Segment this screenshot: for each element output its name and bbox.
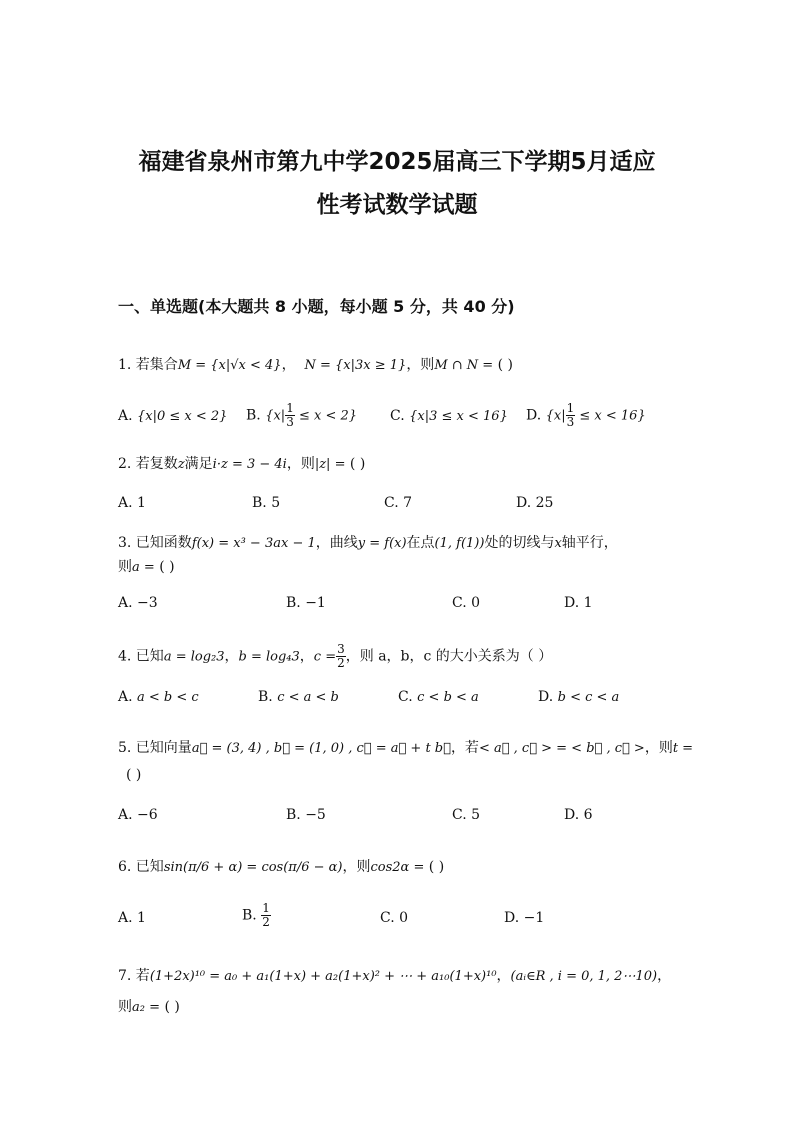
q4-var-c: c = — [313, 649, 337, 665]
option-label: C. — [398, 689, 413, 705]
q6-option-d: D. −1 — [504, 910, 545, 926]
q5-angle-eq: < a⃗ , c⃗ > = < b⃗ , c⃗ > — [478, 741, 645, 756]
q1-paren: ( ) — [493, 357, 514, 373]
q2-stem-b: 满足 — [184, 456, 213, 472]
q2-equation: i·z = 3 − 4i — [212, 457, 287, 472]
q7-condition: (aᵢ∈R , i = 0, 1, 2⋯10) — [510, 969, 658, 984]
numerator: 1 — [262, 901, 270, 915]
fraction — [566, 402, 576, 429]
q2-option-c: C. 7 — [384, 495, 413, 511]
numerator: 1 — [286, 401, 294, 415]
q4-var-b: b = log₄3 — [238, 649, 300, 665]
fraction — [261, 902, 271, 929]
question-6 — [118, 856, 444, 876]
q7-stem-c: ， — [657, 968, 672, 984]
section-heading: 一、单选题(本大题共 8 小题，每小题 5 分，共 40 分) — [118, 297, 515, 316]
option-label: D. — [538, 689, 554, 705]
denominator: 3 — [286, 415, 294, 429]
q4-option-b — [258, 689, 339, 705]
q4-stem: 4. 已知 — [118, 648, 164, 665]
q2-option-a: A. 1 — [118, 495, 146, 511]
q3-point: (1, f(1)) — [434, 536, 485, 551]
q1-stem-b: ，则 — [406, 357, 435, 373]
option-label: A. — [118, 408, 133, 424]
q4-stem-b: ，则 a，b，c 的大小关系为（ ） — [345, 648, 553, 665]
q6-stem: 6. 已知 — [118, 859, 164, 875]
q4-var-a: a = log₂3 — [163, 649, 225, 665]
option-math: {x| — [545, 408, 566, 424]
q1-option-b — [246, 402, 357, 429]
q5-query: t = — [672, 741, 694, 756]
numerator: 3 — [337, 642, 345, 656]
q7-expansion: (1+2x)¹⁰ = a₀ + a₁(1+x) + a₂(1+x)² + ⋯ + a₁₀(1+x)¹⁰ — [149, 969, 497, 984]
q4-sep: ， — [224, 648, 239, 665]
q3-stem-c: 在点 — [406, 535, 435, 551]
question-2 — [118, 453, 365, 473]
option-label: C. — [390, 408, 405, 424]
q1-stem: 1. 若集合 — [118, 357, 178, 373]
q1-option-c — [390, 408, 508, 424]
q5-stem-b: ，若 — [450, 740, 479, 756]
question-3 — [118, 532, 618, 552]
q6-query: cos2α = — [370, 860, 425, 875]
q3-option-a: A. −3 — [118, 595, 158, 611]
q3-option-d: D. 1 — [564, 595, 593, 611]
q1-set-n: N = {x|3x ≥ 1} — [304, 358, 407, 373]
option-math: {x|0 ≤ x < 2} — [137, 409, 228, 424]
q2-option-d: D. 25 — [516, 495, 554, 511]
question-7-line2 — [118, 996, 180, 1016]
q7-stem-b: ， — [496, 968, 511, 984]
q3-stem-d: 处的切线与 — [484, 535, 555, 551]
q2-var-z: z — [177, 457, 185, 472]
numerator: 1 — [566, 401, 575, 415]
denominator: 3 — [566, 415, 575, 429]
q3-axis: x — [554, 536, 562, 551]
q2-query: |z| = — [314, 457, 346, 472]
q3-curve: y = f(x) — [357, 536, 407, 551]
q7-stem: 7. 若 — [118, 968, 150, 984]
q3-stem-b: ，曲线 — [315, 535, 358, 551]
question-5-line2: ( ) — [126, 767, 142, 783]
q5-stem-c: ，则 — [644, 740, 673, 756]
option-math: ≤ x < 2} — [294, 408, 358, 424]
q6-equation: sin(π/6 + α) = cos(π/6 − α) — [163, 860, 343, 875]
q3-query: a = — [132, 560, 155, 575]
q5-vectors: a⃗ = (3, 4) , b⃗ = (1, 0) , c⃗ = a⃗ + t b⃗ — [191, 741, 451, 756]
doc-title-line1: 福建省泉州市第九中学2025届高三下学期5月适应 — [138, 149, 656, 175]
question-7 — [118, 965, 671, 985]
q4-option-c — [398, 689, 479, 705]
option-math: ≤ x < 16} — [575, 408, 646, 424]
question-5 — [118, 737, 693, 757]
option-label: B. — [242, 907, 257, 924]
q7-stem-d: 则 — [118, 999, 132, 1015]
q4-option-a — [118, 689, 199, 705]
q2-stem: 2. 若复数 — [118, 456, 178, 472]
doc-title-line2: 性考试数学试题 — [316, 192, 478, 218]
q3-stem-e: 轴平行， — [561, 535, 618, 551]
q3-option-c: C. 0 — [452, 595, 481, 611]
q3-function: f(x) = x³ − 3ax − 1 — [191, 536, 316, 551]
q1-set-m: M = {x|√x < 4} — [177, 358, 282, 373]
q7-query: a₂ = — [132, 1000, 160, 1015]
q3-stem-f: 则 — [118, 559, 132, 575]
q5-option-d: D. 6 — [564, 807, 593, 823]
denominator: 2 — [337, 656, 345, 670]
q3-paren: ( ) — [154, 559, 175, 575]
option-label: B. — [246, 407, 261, 424]
q5-option-a: A. −6 — [118, 807, 158, 823]
q3-stem: 3. 已知函数 — [118, 535, 192, 551]
q4-sep: ， — [299, 648, 314, 665]
q6-paren: ( ) — [424, 859, 445, 875]
fraction — [336, 643, 346, 670]
option-math: b < c < a — [557, 690, 620, 705]
q6-stem-b: ，则 — [342, 859, 371, 875]
option-label: B. — [258, 689, 273, 705]
q1-sep: ， — [281, 357, 296, 373]
q5-option-b: B. −5 — [286, 807, 326, 823]
option-math: {x|3 ≤ x < 16} — [409, 409, 508, 424]
q6-option-a: A. 1 — [118, 910, 146, 926]
q6-option-c: C. 0 — [380, 910, 409, 926]
option-label: A. — [118, 689, 133, 705]
q2-stem-c: ，则 — [286, 456, 315, 472]
option-math: a < b < c — [137, 690, 199, 705]
fraction — [285, 402, 295, 429]
q4-option-d — [538, 689, 619, 705]
q6-option-b — [242, 902, 271, 929]
option-math: c < a < b — [277, 690, 339, 705]
q7-paren: ( ) — [160, 999, 180, 1015]
q1-option-d — [526, 402, 646, 429]
q1-query: M ∩ N = — [434, 358, 494, 373]
q3-option-b: B. −1 — [286, 595, 326, 611]
question-1 — [118, 354, 513, 374]
q2-option-b: B. 5 — [252, 495, 281, 511]
denominator: 2 — [262, 915, 270, 929]
q5-option-c: C. 5 — [452, 807, 481, 823]
question-3-line2 — [118, 556, 175, 576]
q2-paren: ( ) — [345, 456, 366, 472]
q1-option-a — [118, 408, 227, 424]
option-math: {x| — [265, 408, 286, 424]
question-4 — [118, 643, 552, 670]
option-label: D. — [526, 407, 542, 424]
q5-stem: 5. 已知向量 — [118, 740, 192, 756]
option-math: c < b < a — [417, 690, 479, 705]
